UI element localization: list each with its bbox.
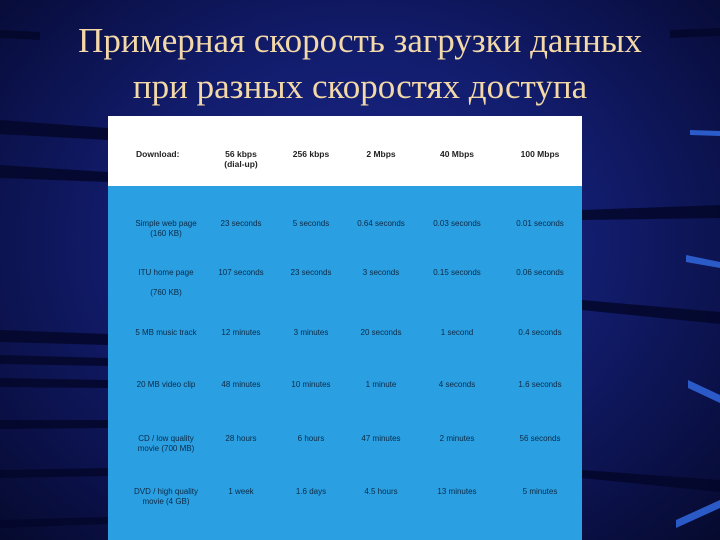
table-cell: 23 seconds — [220, 219, 262, 228]
table-cell: 5 seconds — [292, 219, 330, 228]
table-cell: 3 minutes — [293, 328, 329, 337]
table-cell: 1 week — [228, 487, 254, 496]
table-header-cell: 256 kbps — [292, 149, 330, 159]
slide-title — [0, 18, 720, 110]
table-cell: 1.6 seconds — [518, 380, 562, 389]
table-cell: 0.01 seconds — [516, 219, 564, 228]
table-header-cell: 56 kbps (dial-up) — [224, 149, 258, 169]
table-cell: 23 seconds — [290, 268, 332, 277]
table-cell: 4.5 hours — [364, 487, 398, 496]
table-row-label: DVD / high quality movie (4 GB) — [133, 487, 199, 506]
table-cell: 12 minutes — [221, 328, 261, 337]
table-header-cell: 2 Mbps — [366, 149, 396, 159]
table-cell: 48 minutes — [221, 380, 261, 389]
table-cell: 1 minute — [365, 380, 397, 389]
table-cell: 13 minutes — [437, 487, 477, 496]
table-cell: 3 seconds — [362, 268, 400, 277]
table-cell: 4 seconds — [438, 380, 476, 389]
table-cell: 0.64 seconds — [357, 219, 405, 228]
table-cell: 5 minutes — [522, 487, 558, 496]
table-cell: 20 seconds — [360, 328, 402, 337]
table-cell: 56 seconds — [519, 434, 561, 443]
table-cell: 0.03 seconds — [433, 219, 481, 228]
table-row-label: Simple web page (160 KB) — [135, 219, 197, 238]
table-cell: 6 hours — [297, 434, 325, 443]
table-header-cell: Download: — [136, 149, 180, 159]
table-cell: 1 second — [440, 328, 474, 337]
slide-title-line1: Примерная скорость загрузки данных — [78, 21, 642, 60]
table-header-cell: 100 Mbps — [520, 149, 560, 159]
table-cell: 10 minutes — [291, 380, 331, 389]
table-cell: 47 minutes — [361, 434, 401, 443]
download-speed-table — [108, 116, 582, 540]
table-row-label: CD / low quality movie (700 MB) — [137, 434, 195, 453]
table-row-label: ITU home page (760 KB) — [138, 268, 194, 297]
table-cell: 0.06 seconds — [516, 268, 564, 277]
table-row-label: 20 MB video clip — [136, 380, 196, 389]
table-cell: 2 minutes — [439, 434, 475, 443]
table-header-cell: 40 Mbps — [439, 149, 474, 159]
slide-title-line2: при разных скоростях доступа — [132, 67, 588, 106]
table-cell: 0.4 seconds — [518, 328, 562, 337]
table-cell: 28 hours — [225, 434, 257, 443]
table-cell: 0.15 seconds — [433, 268, 481, 277]
table-cell: 107 seconds — [218, 268, 264, 277]
table-cell: 1.6 days — [295, 487, 327, 496]
table-row-label: 5 MB music track — [135, 328, 197, 337]
